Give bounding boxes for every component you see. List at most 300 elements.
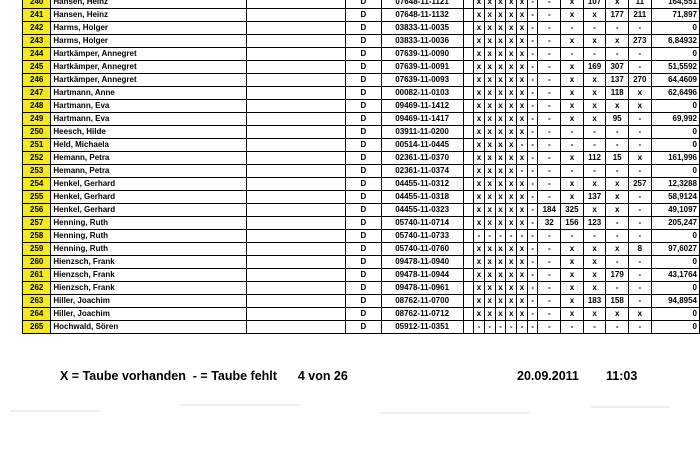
- presence-mark: x: [517, 308, 528, 321]
- blank-cell: [247, 191, 346, 204]
- result-cell: 169: [583, 61, 606, 74]
- presence-mark: -: [527, 217, 538, 230]
- row-number: 240: [23, 0, 51, 9]
- presence-mark: x: [484, 48, 495, 61]
- presence-mark: x: [506, 74, 517, 87]
- row-number: 256: [23, 204, 51, 217]
- ring-number: 04455-11-0318: [381, 191, 463, 204]
- country-code: D: [346, 256, 382, 269]
- page-count: 4 von 26: [297, 369, 348, 383]
- result-cell: -: [606, 282, 629, 295]
- table-row: [23, 256, 700, 269]
- presence-mark: x: [484, 282, 495, 295]
- blank-cell: [463, 126, 474, 139]
- result-cell: x: [583, 243, 606, 256]
- presence-mark: -: [495, 230, 506, 243]
- presence-mark: x: [506, 217, 517, 230]
- presence-mark: x: [495, 100, 506, 113]
- result-cell: x: [561, 178, 584, 191]
- result-cell: -: [538, 256, 561, 269]
- result-cell: x: [628, 152, 651, 165]
- presence-mark: x: [517, 178, 528, 191]
- owner-name: Heesch, Hilde: [51, 126, 247, 139]
- result-cell: x: [628, 100, 651, 113]
- ring-number: 09478-11-0940: [381, 256, 463, 269]
- presence-mark: x: [495, 269, 506, 282]
- result-cell: x: [583, 113, 606, 126]
- table-row: [23, 165, 700, 178]
- result-cell: x: [606, 35, 629, 48]
- presence-mark: x: [506, 100, 517, 113]
- ring-number: 03833-11-0035: [381, 22, 463, 35]
- result-cell: x: [561, 113, 584, 126]
- presence-mark: x: [484, 204, 495, 217]
- result-cell: x: [561, 74, 584, 87]
- country-code: D: [346, 152, 382, 165]
- result-cell: 257: [628, 178, 651, 191]
- blank-cell: [247, 22, 346, 35]
- country-code: D: [346, 139, 382, 152]
- presence-mark: x: [495, 126, 506, 139]
- presence-mark: x: [474, 0, 485, 9]
- points-value: 12,3288: [651, 178, 699, 191]
- result-cell: x: [561, 191, 584, 204]
- result-cell: -: [628, 48, 651, 61]
- country-code: D: [346, 35, 382, 48]
- result-cell: x: [583, 74, 606, 87]
- result-cell: x: [561, 256, 584, 269]
- presence-mark: x: [517, 204, 528, 217]
- blank-cell: [247, 9, 346, 22]
- result-cell: -: [538, 61, 561, 74]
- table-row: [23, 139, 700, 152]
- result-cell: -: [538, 321, 561, 334]
- presence-mark: x: [474, 74, 485, 87]
- result-cell: -: [538, 100, 561, 113]
- presence-mark: x: [506, 48, 517, 61]
- blank-cell: [247, 113, 346, 126]
- blank-cell: [247, 243, 346, 256]
- presence-mark: x: [474, 139, 485, 152]
- presence-mark: x: [517, 243, 528, 256]
- presence-mark: x: [474, 256, 485, 269]
- result-cell: -: [561, 139, 584, 152]
- blank-cell: [463, 139, 474, 152]
- owner-name: Harms, Holger: [51, 22, 247, 35]
- presence-mark: x: [474, 217, 485, 230]
- result-cell: -: [606, 139, 629, 152]
- table-row: [23, 126, 700, 139]
- result-cell: x: [628, 87, 651, 100]
- result-cell: x: [561, 152, 584, 165]
- legend: [60, 369, 348, 383]
- presence-mark: x: [517, 35, 528, 48]
- result-cell: -: [628, 230, 651, 243]
- result-cell: 32: [538, 217, 561, 230]
- row-number: 243: [23, 35, 51, 48]
- presence-mark: -: [527, 35, 538, 48]
- points-value: 69,992: [651, 113, 699, 126]
- owner-name: Hartmann, Eva: [51, 100, 247, 113]
- result-cell: -: [538, 243, 561, 256]
- table-row: [23, 0, 700, 9]
- ring-number: 09478-11-0961: [381, 282, 463, 295]
- row-number: 262: [23, 282, 51, 295]
- presence-mark: x: [517, 217, 528, 230]
- blank-cell: [463, 74, 474, 87]
- result-cell: -: [538, 35, 561, 48]
- owner-name: Hemann, Petra: [51, 165, 247, 178]
- ring-number: 03911-11-0200: [381, 126, 463, 139]
- result-cell: 107: [583, 0, 606, 9]
- country-code: D: [346, 230, 382, 243]
- presence-mark: x: [495, 191, 506, 204]
- points-value: 0: [651, 308, 699, 321]
- owner-name: Hartkämper, Annegret: [51, 48, 247, 61]
- row-number: 252: [23, 152, 51, 165]
- result-cell: 158: [606, 295, 629, 308]
- blank-cell: [463, 204, 474, 217]
- blank-cell: [247, 0, 346, 9]
- country-code: D: [346, 217, 382, 230]
- presence-mark: x: [474, 178, 485, 191]
- result-cell: -: [583, 165, 606, 178]
- scan-smudge: [10, 410, 100, 412]
- points-value: 161,996: [651, 152, 699, 165]
- table-row: [23, 269, 700, 282]
- presence-mark: x: [495, 243, 506, 256]
- result-cell: 112: [583, 152, 606, 165]
- table-row: [23, 61, 700, 74]
- result-cell: -: [628, 282, 651, 295]
- presence-mark: x: [506, 243, 517, 256]
- table-row: [23, 217, 700, 230]
- blank-cell: [463, 243, 474, 256]
- presence-mark: -: [495, 321, 506, 334]
- blank-cell: [463, 113, 474, 126]
- table-row: [23, 282, 700, 295]
- result-cell: x: [606, 178, 629, 191]
- country-code: D: [346, 269, 382, 282]
- points-value: 0: [651, 282, 699, 295]
- blank-cell: [247, 269, 346, 282]
- points-value: 43,1764: [651, 269, 699, 282]
- result-cell: x: [628, 308, 651, 321]
- points-value: 58,9124: [651, 191, 699, 204]
- blank-cell: [247, 256, 346, 269]
- points-value: 164,551: [651, 0, 699, 9]
- blank-cell: [247, 282, 346, 295]
- country-code: D: [346, 9, 382, 22]
- blank-cell: [463, 217, 474, 230]
- result-cell: x: [561, 243, 584, 256]
- presence-mark: x: [474, 48, 485, 61]
- points-value: 0: [651, 22, 699, 35]
- presence-mark: x: [474, 295, 485, 308]
- presence-mark: -: [474, 321, 485, 334]
- owner-name: Hienzsch, Frank: [51, 256, 247, 269]
- presence-mark: x: [484, 269, 495, 282]
- presence-mark: -: [484, 230, 495, 243]
- points-value: 0: [651, 165, 699, 178]
- scan-smudge: [180, 404, 300, 406]
- presence-mark: x: [484, 152, 495, 165]
- presence-mark: x: [484, 178, 495, 191]
- presence-mark: -: [527, 61, 538, 74]
- result-cell: -: [628, 269, 651, 282]
- points-value: 0: [651, 321, 699, 334]
- blank-cell: [247, 295, 346, 308]
- result-cell: x: [606, 191, 629, 204]
- result-cell: -: [606, 217, 629, 230]
- country-code: D: [346, 308, 382, 321]
- presence-mark: -: [527, 230, 538, 243]
- presence-mark: x: [495, 61, 506, 74]
- presence-mark: x: [484, 295, 495, 308]
- points-value: 94,8954: [651, 295, 699, 308]
- owner-name: Hiller, Joachim: [51, 295, 247, 308]
- country-code: D: [346, 178, 382, 191]
- footer-date: 20.09.2011: [517, 369, 579, 383]
- owner-name: Held, Michaela: [51, 139, 247, 152]
- table-row: [23, 191, 700, 204]
- presence-mark: x: [474, 243, 485, 256]
- ring-number: 02361-11-0374: [381, 165, 463, 178]
- result-cell: -: [606, 256, 629, 269]
- result-cell: -: [583, 321, 606, 334]
- country-code: D: [346, 48, 382, 61]
- result-cell: x: [583, 9, 606, 22]
- row-number: 261: [23, 269, 51, 282]
- presence-mark: x: [517, 269, 528, 282]
- presence-mark: x: [506, 35, 517, 48]
- owner-name: Henkel, Gerhard: [51, 178, 247, 191]
- result-cell: -: [561, 48, 584, 61]
- presence-mark: x: [484, 113, 495, 126]
- points-value: 0: [651, 126, 699, 139]
- presence-mark: -: [527, 0, 538, 9]
- country-code: D: [346, 321, 382, 334]
- blank-cell: [247, 48, 346, 61]
- result-cell: -: [538, 191, 561, 204]
- result-cell: -: [538, 0, 561, 9]
- presence-mark: x: [506, 61, 517, 74]
- country-code: D: [346, 87, 382, 100]
- owner-name: Hienzsch, Frank: [51, 282, 247, 295]
- presence-mark: x: [495, 256, 506, 269]
- ring-number: 09469-11-1417: [381, 113, 463, 126]
- result-cell: 177: [606, 9, 629, 22]
- footer-time: 11:03: [606, 369, 638, 383]
- presence-mark: -: [527, 100, 538, 113]
- table-row: [23, 295, 700, 308]
- result-cell: -: [583, 48, 606, 61]
- points-value: 97,6027: [651, 243, 699, 256]
- blank-cell: [247, 308, 346, 321]
- legend-spacer: [280, 369, 294, 383]
- presence-mark: x: [506, 165, 517, 178]
- row-number: 263: [23, 295, 51, 308]
- presence-mark: x: [484, 139, 495, 152]
- presence-mark: x: [517, 87, 528, 100]
- result-cell: x: [583, 35, 606, 48]
- blank-cell: [247, 217, 346, 230]
- result-cell: 179: [606, 269, 629, 282]
- blank-cell: [247, 152, 346, 165]
- presence-mark: x: [506, 256, 517, 269]
- points-value: 0: [651, 256, 699, 269]
- owner-name: Hartmann, Eva: [51, 113, 247, 126]
- country-code: D: [346, 295, 382, 308]
- presence-mark: x: [506, 87, 517, 100]
- owner-name: Harms, Holger: [51, 35, 247, 48]
- presence-mark: -: [527, 139, 538, 152]
- row-number: 258: [23, 230, 51, 243]
- owner-name: Hochwald, Sören: [51, 321, 247, 334]
- result-cell: -: [628, 217, 651, 230]
- presence-mark: x: [474, 204, 485, 217]
- presence-mark: x: [517, 191, 528, 204]
- result-cell: -: [538, 308, 561, 321]
- presence-mark: x: [506, 0, 517, 9]
- blank-cell: [463, 35, 474, 48]
- table-row: [23, 100, 700, 113]
- presence-mark: -: [527, 282, 538, 295]
- table-row: [23, 48, 700, 61]
- country-code: D: [346, 243, 382, 256]
- presence-mark: x: [484, 9, 495, 22]
- table-row: [23, 87, 700, 100]
- row-number: 247: [23, 87, 51, 100]
- result-cell: -: [606, 48, 629, 61]
- owner-name: Hienzsch, Frank: [51, 269, 247, 282]
- blank-cell: [247, 61, 346, 74]
- result-cell: 15: [606, 152, 629, 165]
- owner-name: Henning, Ruth: [51, 243, 247, 256]
- result-cell: x: [583, 204, 606, 217]
- presence-mark: x: [495, 48, 506, 61]
- presence-mark: x: [517, 113, 528, 126]
- result-cell: -: [583, 22, 606, 35]
- row-number: 249: [23, 113, 51, 126]
- owner-name: Hartkämper, Annegret: [51, 74, 247, 87]
- ring-number: 05740-11-0733: [381, 230, 463, 243]
- table-row: [23, 204, 700, 217]
- presence-mark: x: [474, 165, 485, 178]
- presence-mark: x: [495, 74, 506, 87]
- result-cell: x: [561, 35, 584, 48]
- country-code: D: [346, 165, 382, 178]
- blank-cell: [463, 321, 474, 334]
- points-value: 0: [651, 230, 699, 243]
- ring-number: 00514-11-0445: [381, 139, 463, 152]
- result-cell: 183: [583, 295, 606, 308]
- result-cell: x: [606, 204, 629, 217]
- result-cell: -: [628, 139, 651, 152]
- presence-mark: x: [484, 0, 495, 9]
- presence-mark: x: [517, 126, 528, 139]
- blank-cell: [247, 139, 346, 152]
- result-cell: x: [561, 269, 584, 282]
- country-code: D: [346, 61, 382, 74]
- scan-smudge: [380, 412, 530, 414]
- presence-mark: x: [484, 100, 495, 113]
- result-cell: -: [628, 113, 651, 126]
- legend-text: X = Taube vorhanden - = Taube fehlt: [60, 369, 277, 383]
- ring-number: 04455-11-0312: [381, 178, 463, 191]
- ring-number: 07639-11-0093: [381, 74, 463, 87]
- row-number: 248: [23, 100, 51, 113]
- presence-mark: -: [527, 243, 538, 256]
- blank-cell: [247, 100, 346, 113]
- presence-mark: -: [527, 126, 538, 139]
- table-row: [23, 230, 700, 243]
- blank-cell: [463, 308, 474, 321]
- table-row: [23, 35, 700, 48]
- result-cell: -: [538, 9, 561, 22]
- result-cell: x: [606, 308, 629, 321]
- presence-mark: x: [474, 87, 485, 100]
- result-cell: 156: [561, 217, 584, 230]
- ring-number: 07639-11-0090: [381, 48, 463, 61]
- presence-mark: x: [517, 9, 528, 22]
- table-row: [23, 113, 700, 126]
- result-cell: -: [606, 126, 629, 139]
- presence-mark: x: [474, 191, 485, 204]
- presence-mark: x: [495, 22, 506, 35]
- presence-mark: x: [506, 126, 517, 139]
- result-cell: -: [628, 204, 651, 217]
- presence-mark: x: [495, 152, 506, 165]
- presence-mark: x: [506, 152, 517, 165]
- row-number: 264: [23, 308, 51, 321]
- result-cell: -: [628, 256, 651, 269]
- points-value: 62,6496: [651, 87, 699, 100]
- table-row: [23, 74, 700, 87]
- blank-cell: [463, 165, 474, 178]
- result-cell: -: [628, 165, 651, 178]
- presence-mark: -: [527, 269, 538, 282]
- blank-cell: [463, 0, 474, 9]
- result-cell: -: [538, 295, 561, 308]
- ring-number: 03833-11-0036: [381, 35, 463, 48]
- row-number: 246: [23, 74, 51, 87]
- result-cell: 123: [583, 217, 606, 230]
- result-cell: -: [538, 126, 561, 139]
- presence-mark: -: [484, 321, 495, 334]
- presence-mark: x: [484, 256, 495, 269]
- blank-cell: [463, 87, 474, 100]
- ring-number: 05740-11-0714: [381, 217, 463, 230]
- table-row: [23, 22, 700, 35]
- presence-mark: -: [527, 74, 538, 87]
- result-cell: -: [628, 126, 651, 139]
- points-value: 64,4609: [651, 74, 699, 87]
- presence-mark: -: [517, 230, 528, 243]
- result-cell: x: [583, 87, 606, 100]
- owner-name: Henkel, Gerhard: [51, 204, 247, 217]
- country-code: D: [346, 191, 382, 204]
- blank-cell: [247, 204, 346, 217]
- ring-number: 09478-11-0944: [381, 269, 463, 282]
- owner-name: Hiller, Joachim: [51, 308, 247, 321]
- blank-cell: [463, 100, 474, 113]
- result-cell: -: [628, 191, 651, 204]
- presence-mark: x: [474, 9, 485, 22]
- points-value: 0: [651, 48, 699, 61]
- result-cell: -: [538, 230, 561, 243]
- presence-mark: x: [495, 139, 506, 152]
